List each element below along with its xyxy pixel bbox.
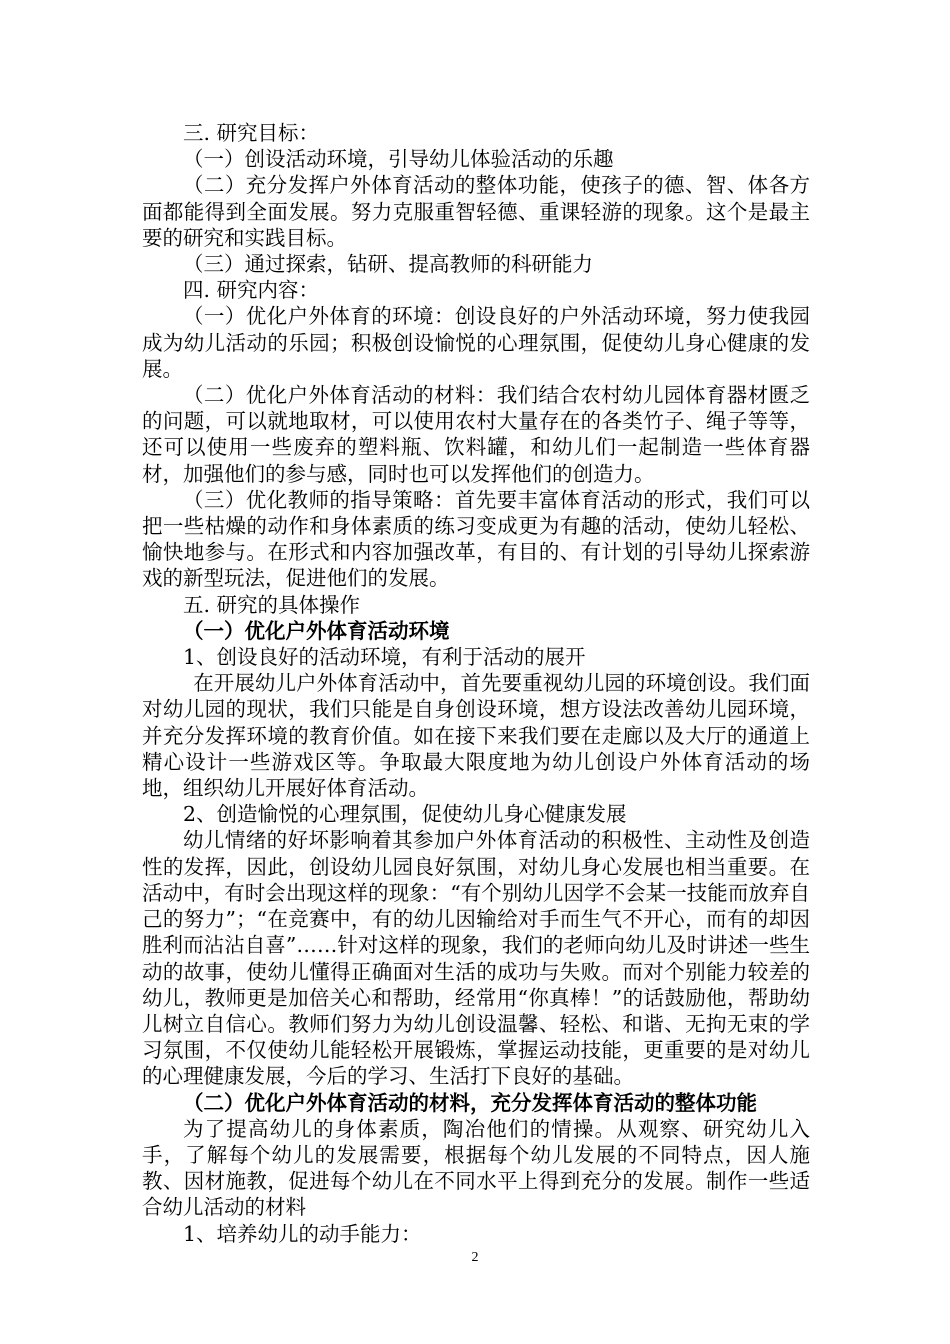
section-heading-research-content: 四. 研究内容：	[183, 278, 320, 303]
page-number: 2	[471, 1250, 479, 1265]
document-page	[142, 120, 810, 1247]
goal-item-2: （二）充分发挥户外体育活动的整体功能，使孩子的德、智、体各方面都能得到全面发展。努力克服重智轻德、重课轻游的现象。这个是最主要的研究和实践目标。	[142, 173, 810, 250]
point-heading-hands-on: 1、培养幼儿的动手能力：	[183, 1221, 422, 1246]
goal-item-1: （一）创设活动环境，引导幼儿体验活动的乐趣	[183, 147, 614, 172]
goal-item-3: （三）通过探索，钻研、提高教师的科研能力	[183, 252, 593, 277]
paragraph-environment: 在开展幼儿户外体育活动中，首先要重视幼儿园的环境创设。我们面对幼儿园的现状，我们只能是自身创设环境，想方设法改善幼儿园环境，并充分发挥环境的教育价值。如在接下来我们要在走廊以及大厅的通道上精心设计一些游戏区等。争取最大限度地为幼儿创设户外体育活动的场地，组织幼儿开展好体育活动。	[142, 671, 810, 801]
paragraph-psychology: 幼儿情绪的好坏影响着其参加户外体育活动的积极性、主动性及创造性的发挥，因此，创设幼儿园良好氛围，对幼儿身心发展也相当重要。在活动中，有时会出现这样的现象：“有个别幼儿因学不会某一技能而放弃自己的努力”；“在竞赛中，有的幼儿因输给对手而生气不开心，而有的却因胜利而沾沾自喜”……针对这样的现象，我们的老师向幼儿及时讲述一些生动的故事，使幼儿懂得正确面对生活的成功与失败。而对个别能力较差的幼儿，教师更是加倍关心和帮助，经常用“你真棒！”的话鼓励他，帮助幼儿树立自信心。教师们努力为幼儿创设温馨、轻松、和谐、无拘无束的学习氛围，不仅使幼儿能轻松开展锻炼，掌握运动技能，更重要的是对幼儿的心理健康发展，今后的学习、生活打下良好的基础。	[142, 828, 810, 1089]
section-heading-operations: 五. 研究的具体操作	[183, 592, 361, 617]
subsection-heading-materials: （二）优化户外体育活动的材料，充分发挥体育活动的整体功能	[183, 1090, 757, 1115]
section-heading-research-goals: 三. 研究目标：	[183, 121, 320, 145]
subsection-heading-environment: （一）优化户外体育活动环境	[183, 618, 450, 643]
content-item-3: （三）优化教师的指导策略：首先要丰富体育活动的形式，我们可以把一些枯燥的动作和身体素质的练习变成更为有趣的活动，使幼儿轻松、愉快地参与。在形式和内容加强改革，有目的、有计划的引导幼儿探索游戏的新型玩法，促进他们的发展。	[142, 487, 810, 591]
content-item-1: （一）优化户外体育的环境：创设良好的户外活动环境，努力使我园成为幼儿活动的乐园；积极创设愉悦的心理氛围，促使幼儿身心健康的发展。	[142, 304, 810, 381]
paragraph-materials: 为了提高幼儿的身体素质，陶冶他们的情操。从观察、研究幼儿入手，了解每个幼儿的发展需要，根据每个幼儿发展的不同特点，因人施教、因材施教，促进每个幼儿在不同水平上得到充分的发展。制作一些适合幼儿活动的材料	[142, 1116, 810, 1220]
content-item-2: （二）优化户外体育活动的材料：我们结合农村幼儿园体育器材匮乏的问题，可以就地取材，可以使用农村大量存在的各类竹子、绳子等等，还可以使用一些废弃的塑料瓶、饮料罐，和幼儿们一起制造一些体育器材，加强他们的参与感，同时也可以发挥他们的创造力。	[142, 383, 810, 486]
point-heading-2: 2、创造愉悦的心理氛围，促使幼儿身心健康发展	[183, 802, 627, 827]
point-heading-1: 1、创设良好的活动环境，有利于活动的展开	[183, 645, 586, 670]
